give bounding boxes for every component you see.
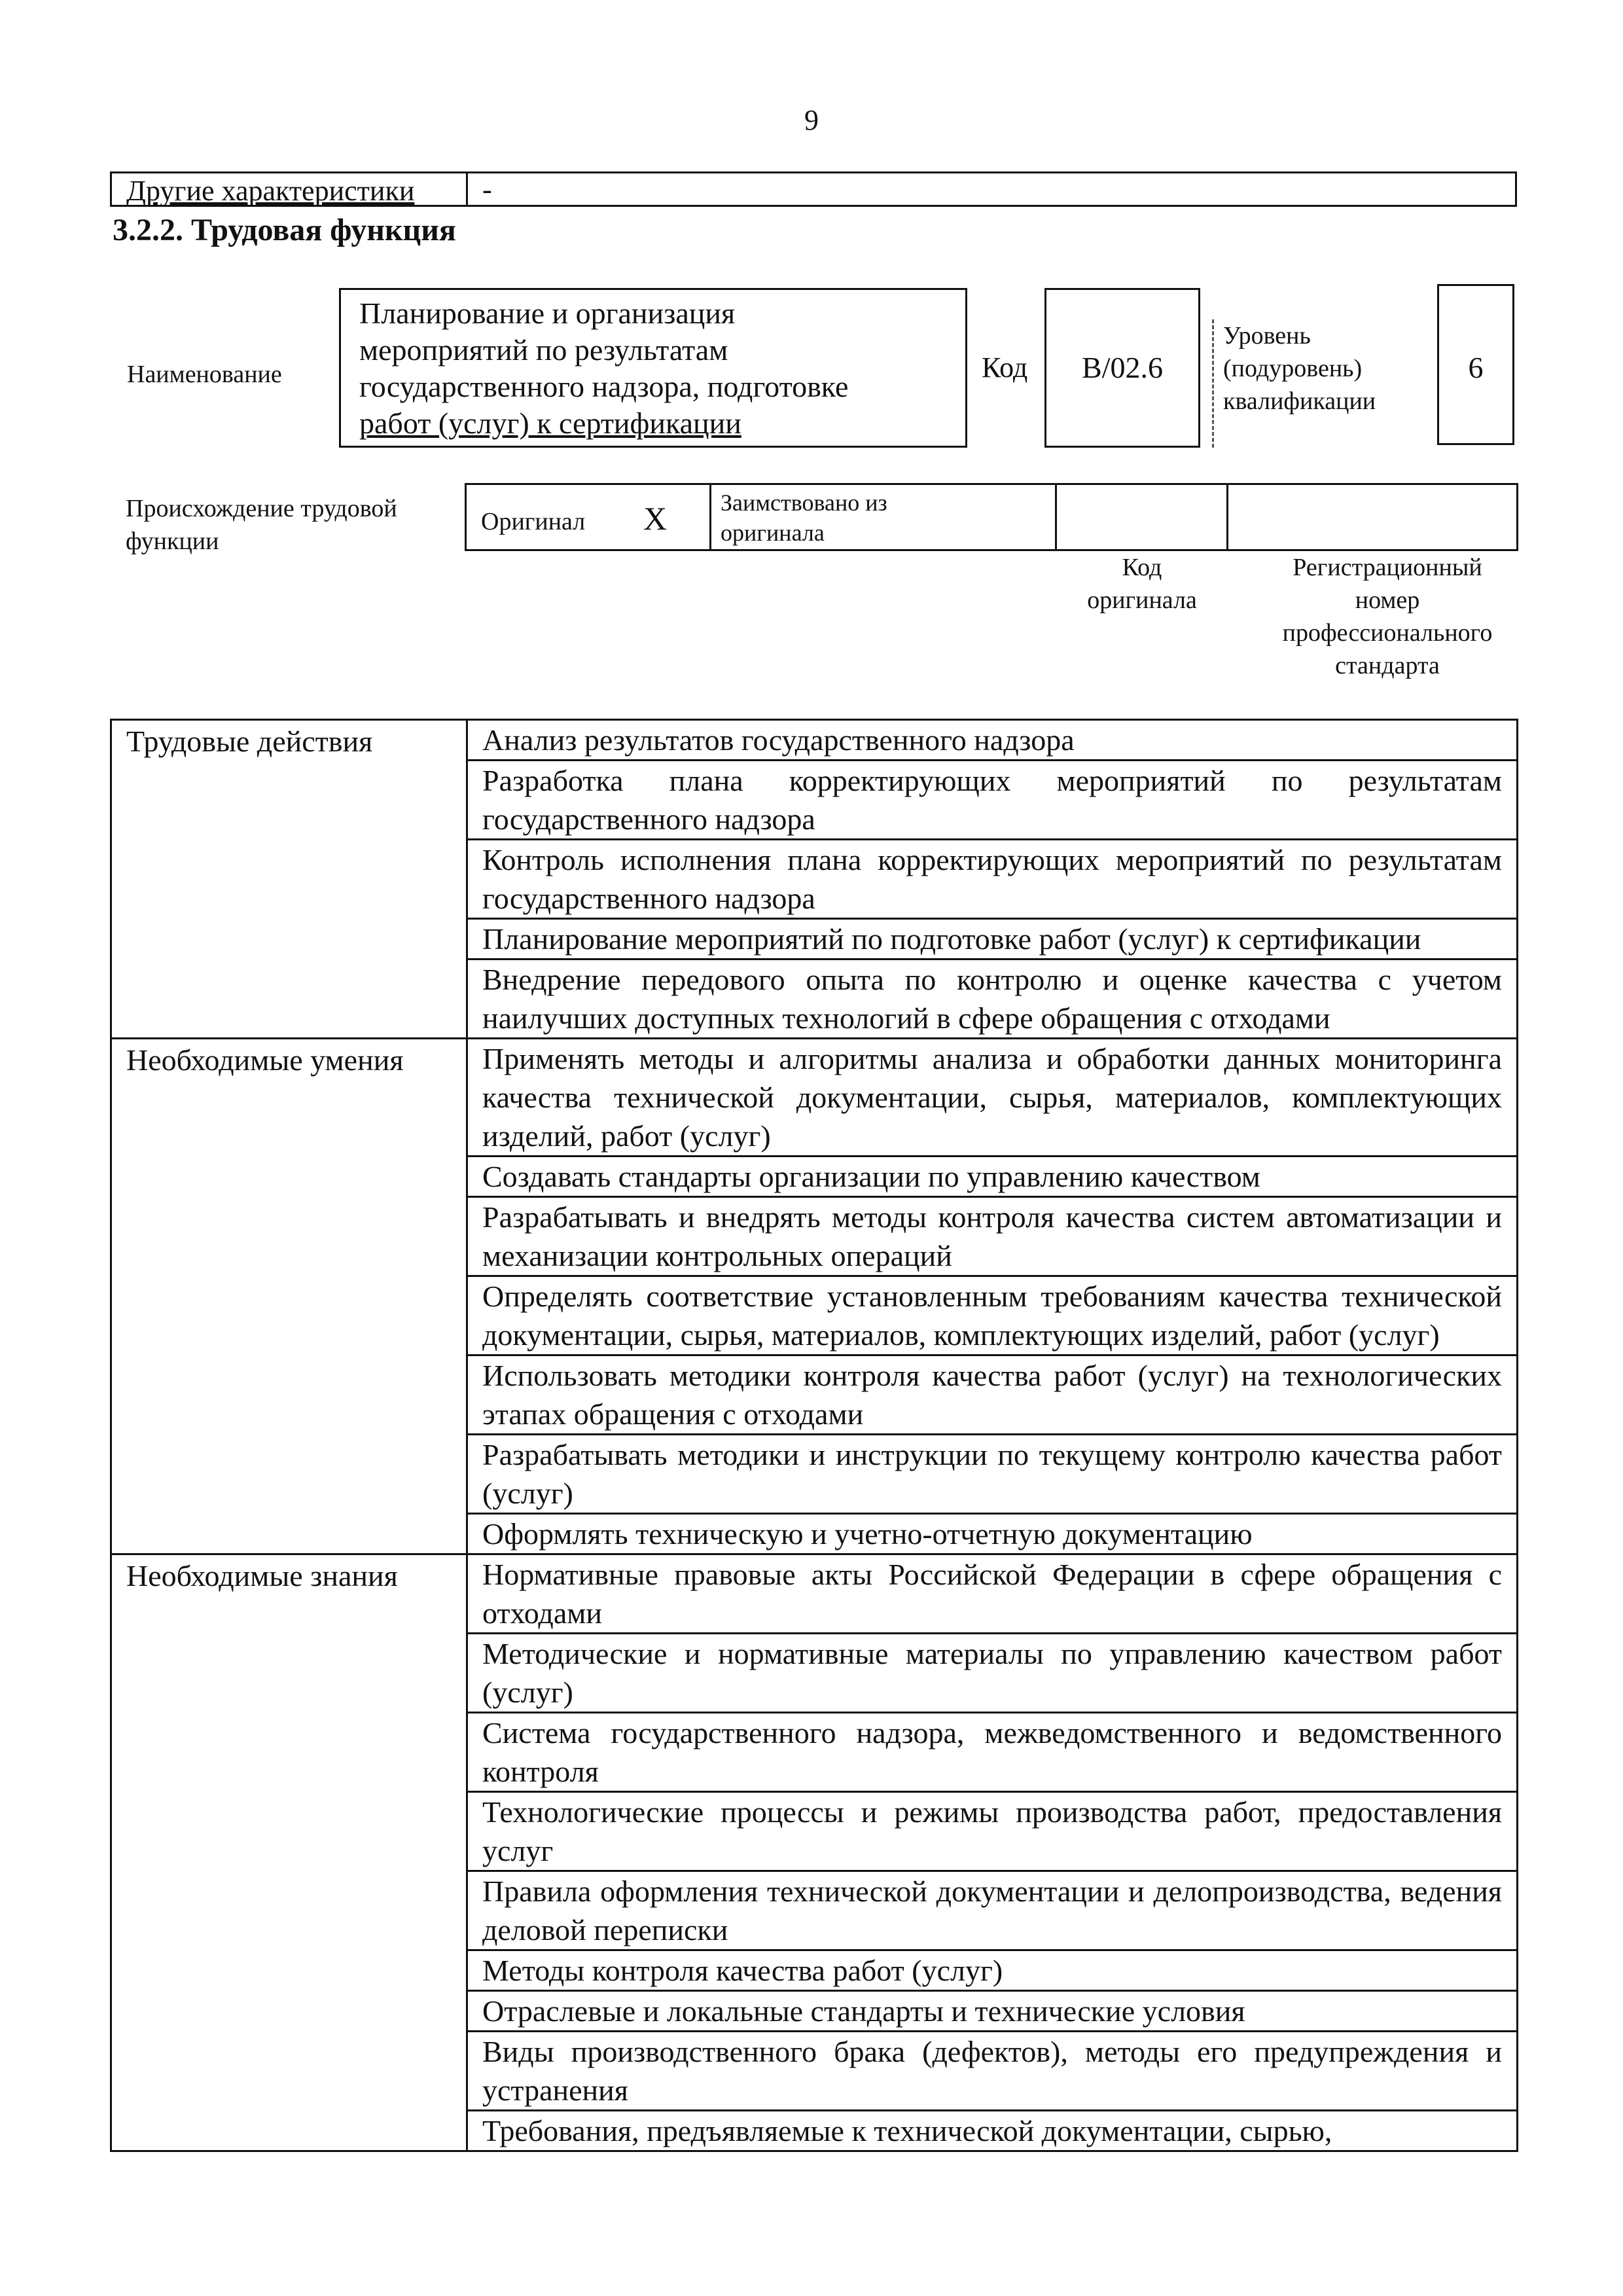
other-characteristics-row [110, 171, 1517, 207]
table-group-label: Необходимые умения [112, 1039, 468, 1553]
table-group-label: Трудовые действия [112, 721, 468, 1037]
code-value: B/02.6 [1044, 288, 1200, 448]
origin-original-label: Оригинал [481, 508, 586, 535]
table-row: Определять соответствие установленным требованиям качества технической документации, сырья, материалов, комплектующих изделий, работ (услуг) [468, 1277, 1516, 1356]
table-row: Использовать методики контроля качества работ (услуг) на технологических этапах обращения с отходами [468, 1356, 1516, 1435]
table-row: Отраслевые и локальные стандарты и технические условия [468, 1992, 1516, 2032]
page-number: 9 [804, 104, 819, 136]
function-name-line: государственного надзора, подготовке [359, 370, 849, 403]
table-group [112, 1039, 1516, 1555]
section-title: 3.2.2. Трудовая функция [113, 213, 456, 247]
function-name-line: Планирование и организация [359, 296, 736, 330]
level-value: 6 [1437, 284, 1514, 445]
origin-borrowed-cell: Заимствовано из оригинала [711, 485, 1057, 549]
caption-original-code: Код оригинала [1087, 554, 1197, 614]
origin-label: Происхождение трудовой функции [126, 495, 397, 555]
function-name-box [339, 288, 967, 448]
other-characteristics-label: Другие характеристики [112, 173, 468, 205]
table-row: Создавать стандарты организации по управлению качеством [468, 1157, 1516, 1198]
name-label: Наименование [127, 361, 282, 388]
function-name-line: работ (услуг) к сертификации [359, 406, 741, 440]
table-row: Виды производственного брака (дефектов), методы его предупреждения и устранения [468, 2032, 1516, 2111]
table-row: Нормативные правовые акты Российской Федерации в сфере обращения с отходами [468, 1555, 1516, 1634]
table-row: Анализ результатов государственного надзора [468, 721, 1516, 761]
table-row: Разрабатывать методики и инструкции по текущему контролю качества работ (услуг) [468, 1435, 1516, 1515]
table-row: Разрабатывать и внедрять методы контроля качества систем автоматизации и механизации контрольных операций [468, 1198, 1516, 1277]
table-row: Внедрение передового опыта по контролю и оценке качества с учетом наилучших доступных технологий в сфере обращения с отходами [482, 963, 1502, 1035]
code-label: Код [982, 351, 1028, 384]
table-row: Технологические процессы и режимы производства работ, предоставления услуг [468, 1793, 1516, 1872]
table-row: Методические и нормативные материалы по управлению качеством работ (услуг) [468, 1634, 1516, 1713]
table-row: Правила оформления технической документации и делопроизводства, ведения деловой переписки [468, 1872, 1516, 1951]
table-row: Методы контроля качества работ (услуг) [468, 1951, 1516, 1992]
other-characteristics-value: - [482, 173, 492, 206]
table-row: Применять методы и алгоритмы анализа и обработки данных мониторинга качества технической документации, сырья, материалов, комплектующих изделий, работ (услуг) [468, 1039, 1516, 1157]
caption-registration-number: Регистрационный номер профессионального стандарта [1282, 554, 1493, 679]
table-group [112, 1555, 1516, 2150]
table-group-label: Необходимые знания [112, 1555, 468, 2150]
level-label: Уровень (подуровень) квалификации [1212, 319, 1376, 448]
origin-row [465, 483, 1518, 551]
origin-code-cell [1057, 485, 1228, 549]
labor-function-table [110, 719, 1518, 2152]
origin-original-mark: X [643, 500, 668, 537]
table-row: Контроль исполнения плана корректирующих мероприятий по результатам государственного надзора [468, 840, 1516, 920]
table-group-items [468, 1039, 1516, 1553]
table-group [112, 721, 1516, 1039]
table-row: Система государственного надзора, межведомственного и ведомственного контроля [468, 1713, 1516, 1793]
table-row: Оформлять техническую и учетно-отчетную документацию [482, 1517, 1253, 1551]
origin-original-cell [467, 485, 711, 549]
table-group-items [468, 721, 1516, 1037]
table-row: Требования, предъявляемые к технической документации, сырью, [482, 2114, 1332, 2147]
table-row: Планирование мероприятий по подготовке работ (услуг) к сертификации [468, 920, 1516, 960]
table-row: Разработка плана корректирующих мероприятий по результатам государственного надзора [468, 761, 1516, 840]
table-group-items [468, 1555, 1516, 2150]
function-name-line: мероприятий по результатам [359, 333, 728, 367]
origin-reg-number-cell [1228, 485, 1516, 549]
